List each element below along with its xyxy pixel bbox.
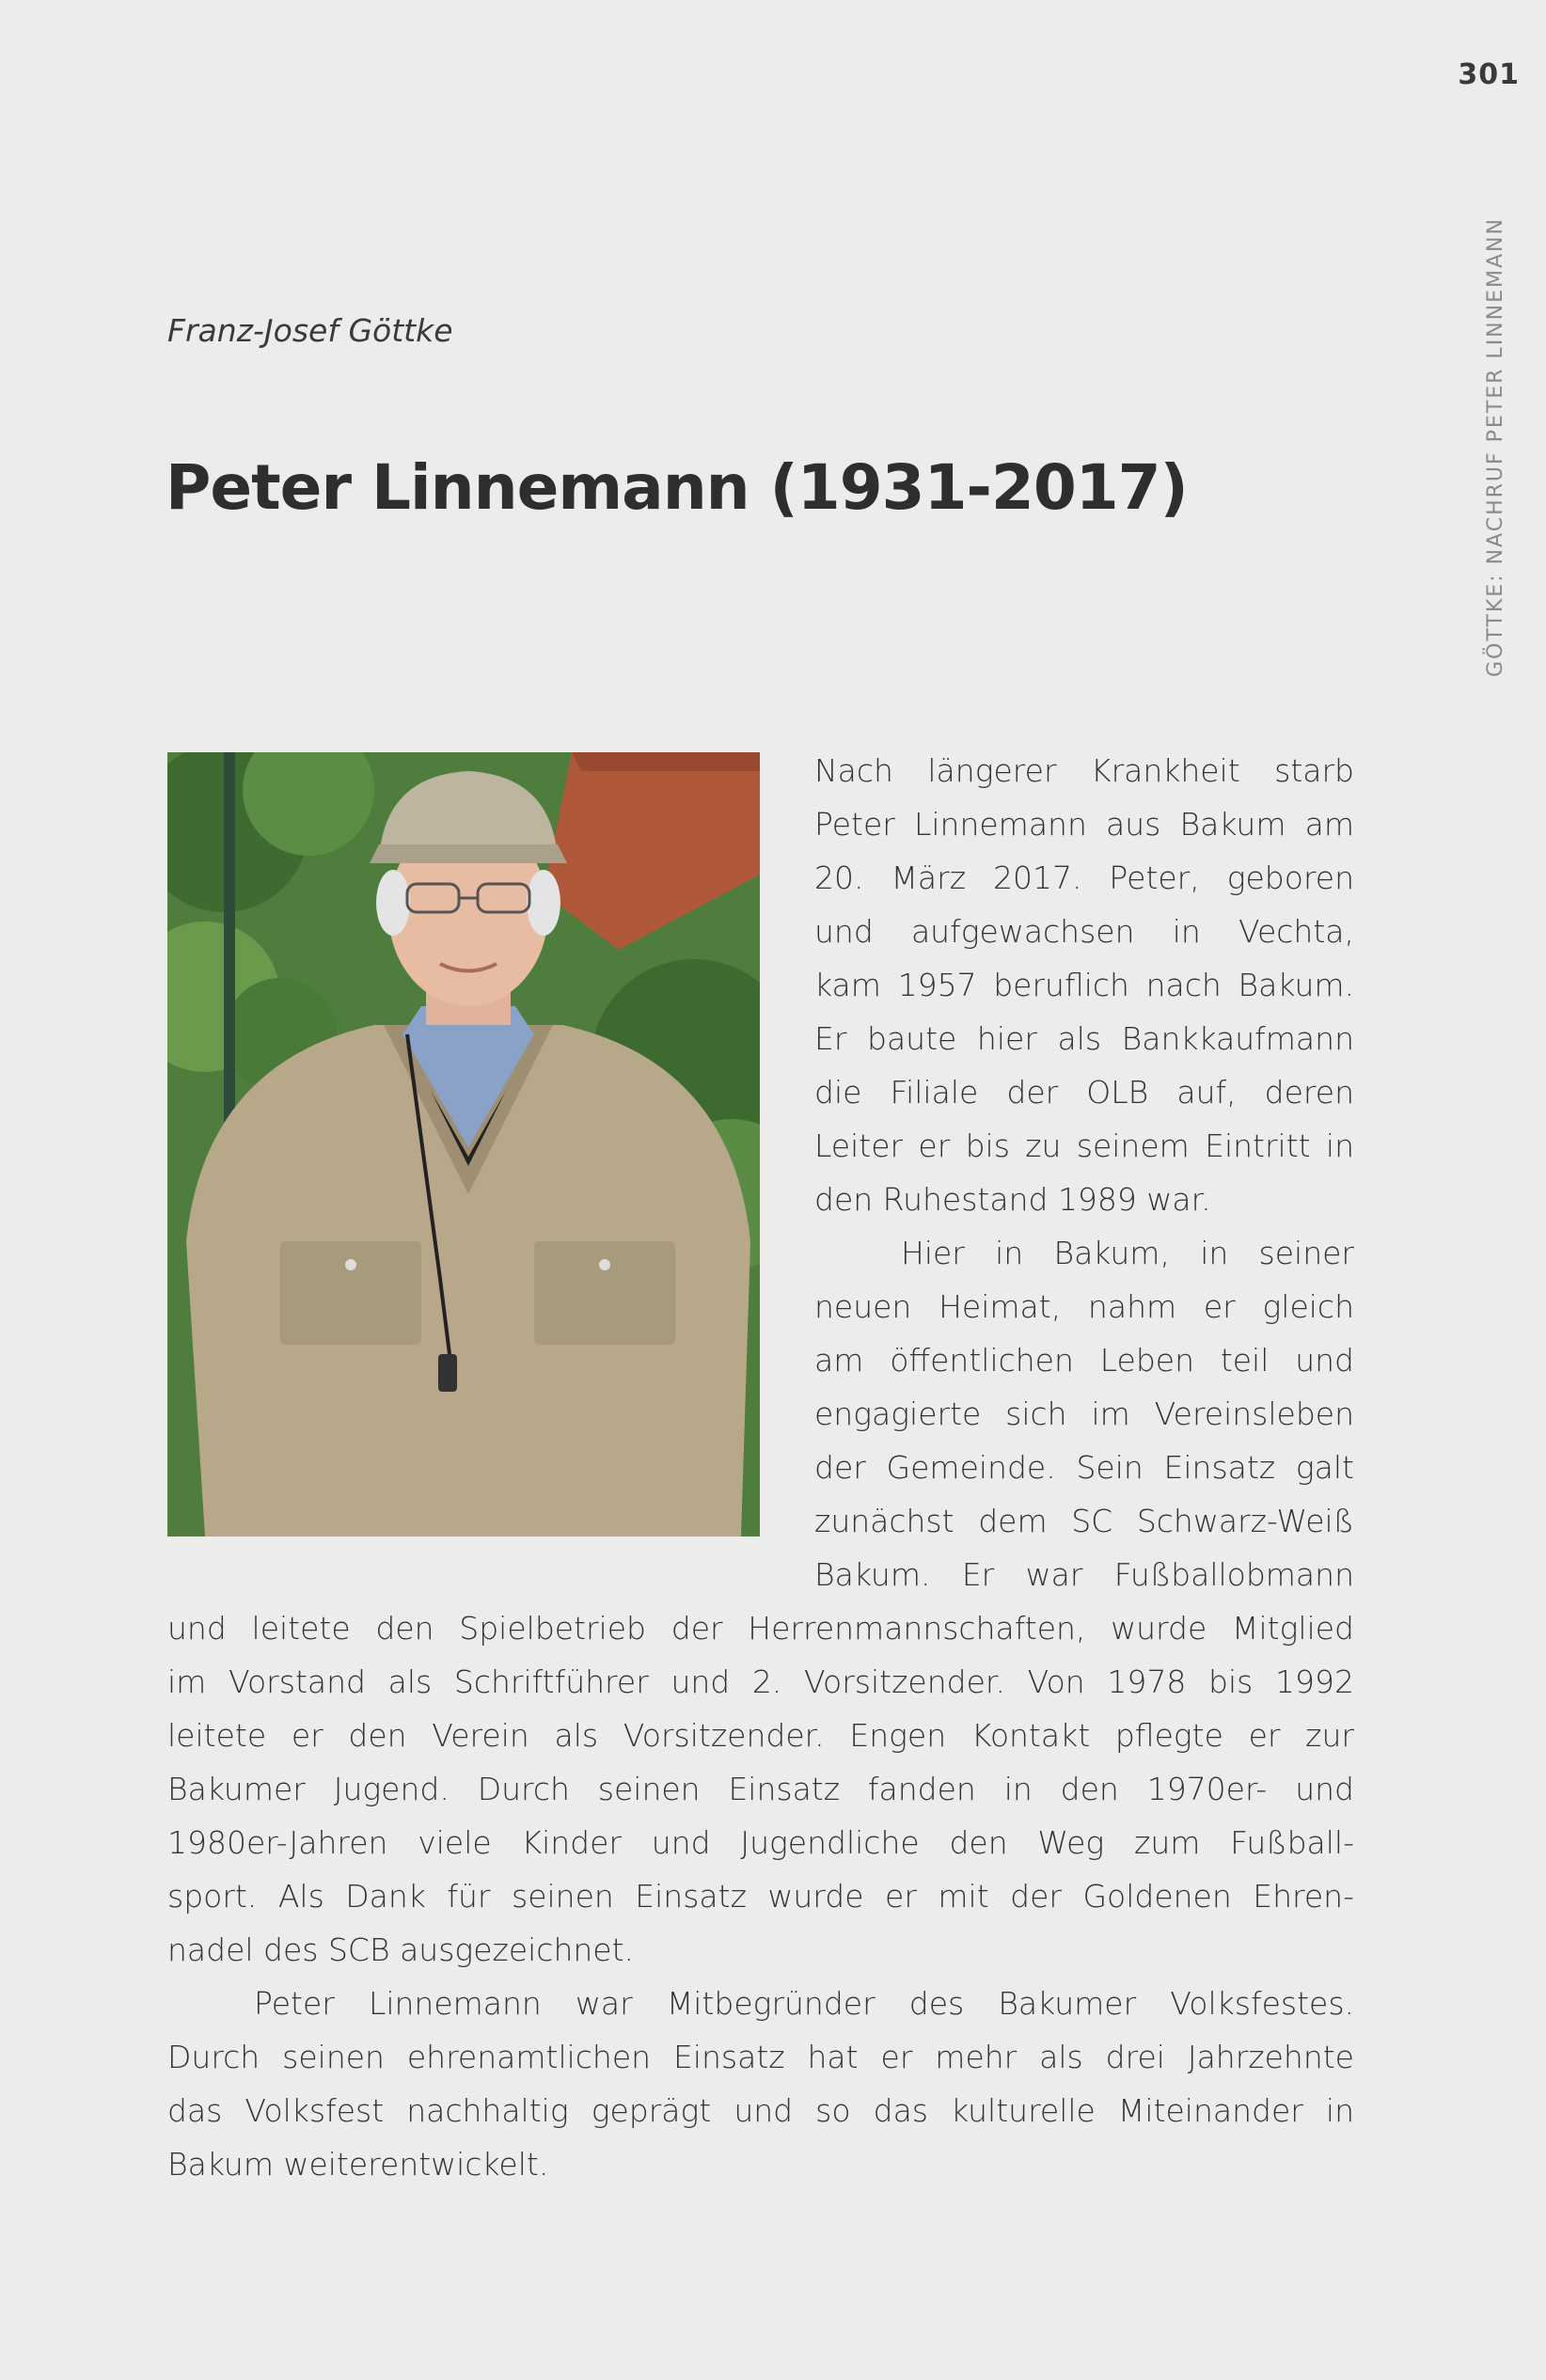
body-line: 1980er-Jahren viele Kinder und Jugendliche den Weg zum Fußball-: [167, 1824, 1354, 1861]
body-line: nadel des SCB ausgezeichnet.: [167, 1931, 634, 1968]
body-line: Bakum. Er war Fußballobmann: [814, 1556, 1354, 1593]
body-line: Hier in Bakum, in seiner: [901, 1235, 1354, 1271]
body-line: und leitete den Spielbetrieb der Herrenmannschaften, wurde Mitglied: [167, 1610, 1354, 1647]
body-line: Durch seinen ehrenamtlichen Einsatz hat er mehr als drei Jahrzehnte: [167, 2039, 1354, 2075]
running-head: GÖTTKE: NACHRUF PETER LINNEMANN: [1484, 217, 1507, 677]
body-line: das Volksfest nachhaltig geprägt und so das kulturelle Miteinander in: [167, 2092, 1354, 2129]
body-line: 20. März 2017. Peter, geboren: [814, 859, 1354, 896]
body-line: Nach längerer Krankheit starb: [814, 752, 1354, 789]
body-line: Bakumer Jugend. Durch seinen Einsatz fanden in den 1970er- und: [167, 1771, 1354, 1807]
body-line: die Filiale der OLB auf, deren: [814, 1074, 1354, 1111]
body-line: kam 1957 beruflich nach Bakum.: [814, 967, 1354, 1003]
body-line: Leiter er bis zu seinem Eintritt in: [814, 1127, 1354, 1164]
author-name: Franz-Josef Göttke: [167, 312, 453, 349]
body-line: der Gemeinde. Sein Einsatz galt: [814, 1449, 1354, 1486]
body-line: Peter Linnemann aus Bakum am: [814, 806, 1354, 843]
body-line: Er baute hier als Bankkaufmann: [814, 1020, 1354, 1057]
body-line: leitete er den Verein als Vorsitzender. Engen Kontakt pflegte er zur: [167, 1717, 1354, 1754]
article-title: Peter Linnemann (1931-2017): [166, 451, 1188, 524]
page-number: 301: [1458, 58, 1520, 91]
article-body: [167, 744, 1354, 2191]
body-line: sport. Als Dank für seinen Einsatz wurde er mit der Goldenen Ehren-: [167, 1878, 1354, 1915]
body-line: den Ruhestand 1989 war.: [814, 1181, 1211, 1218]
body-line: Bakum weiterentwickelt.: [167, 2146, 549, 2183]
body-line: und aufgewachsen in Vechta,: [814, 913, 1354, 950]
body-line: engagierte sich im Vereinsleben: [814, 1395, 1354, 1432]
body-line: zunächst dem SC Schwarz-Weiß: [814, 1503, 1354, 1539]
body-line: neuen Heimat, nahm er gleich: [814, 1288, 1354, 1325]
body-line: im Vorstand als Schriftführer und 2. Vorsitzender. Von 1978 bis 1992: [167, 1663, 1354, 1700]
body-line: Peter Linnemann war Mitbegründer des Bakumer Volksfestes.: [254, 1985, 1354, 2022]
body-line: am öffentlichen Leben teil und: [814, 1342, 1354, 1379]
